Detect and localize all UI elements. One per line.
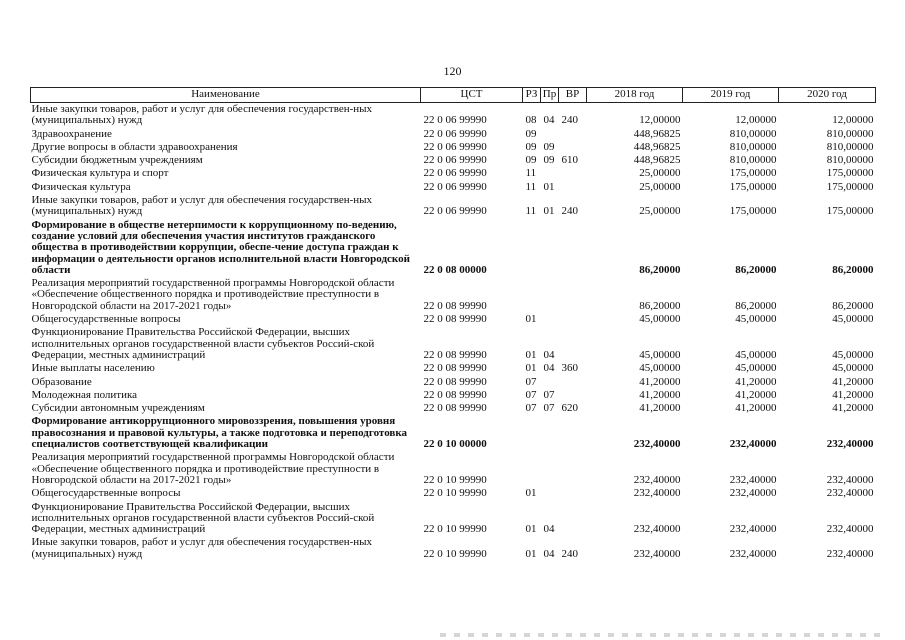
- cell-pr: [541, 451, 559, 487]
- cell-name: Образование: [31, 375, 92, 388]
- cell-pr: 01: [543, 180, 555, 193]
- cell-vr: [559, 415, 587, 451]
- cell-rz: 01: [525, 362, 537, 375]
- cell-2020: 232,40000: [826, 438, 874, 451]
- cell-2020: 810,00000: [826, 127, 874, 140]
- header-2020: 2020 год: [779, 88, 876, 103]
- cell-2020: 12,00000: [832, 114, 874, 127]
- cell-cst: 22 0 06 99990: [423, 167, 487, 180]
- cell-rz: 01: [525, 523, 537, 536]
- cell-2019: 232,40000: [729, 547, 777, 560]
- cell-name: Общегосударственные вопросы: [31, 487, 181, 500]
- table-row: [31, 501, 876, 537]
- cell-2020: 810,00000: [826, 140, 874, 153]
- cell-2018: 86,20000: [639, 263, 681, 276]
- cell-rz: 01: [525, 547, 537, 560]
- cell-rz: 07: [525, 402, 537, 415]
- cell-2019: 232,40000: [729, 438, 777, 451]
- cell-2019: 41,20000: [735, 375, 777, 388]
- cell-vr: 360: [561, 362, 578, 375]
- cell-2019: 810,00000: [729, 140, 777, 153]
- table-row: [31, 219, 876, 277]
- cell-2018: 25,00000: [639, 180, 681, 193]
- cell-2019: 45,00000: [735, 362, 777, 375]
- cell-rz: [523, 451, 541, 487]
- cell-vr: [559, 141, 587, 154]
- cell-2018: 25,00000: [639, 205, 681, 218]
- cell-rz: 09: [525, 140, 537, 153]
- cell-2019: 810,00000: [729, 154, 777, 167]
- cell-2020: 41,20000: [832, 375, 874, 388]
- cell-rz: 11: [525, 180, 537, 193]
- budget-table: [30, 87, 876, 561]
- table-row: [31, 536, 876, 561]
- table-row: [31, 389, 876, 402]
- cell-cst: 22 0 08 99990: [423, 313, 487, 326]
- header-2018: 2018 год: [587, 88, 683, 103]
- header-cst: ЦСТ: [421, 88, 523, 103]
- cell-2018: 45,00000: [639, 348, 681, 361]
- cell-name: Иные закупки товаров, работ и услуг для обеспечения государствен-ных (муниципальных) нужд: [31, 536, 373, 560]
- cell-rz: [523, 415, 541, 451]
- cell-name: Физическая культура и спорт: [31, 167, 169, 180]
- cell-pr: 09: [543, 140, 555, 153]
- cell-cst: 22 0 10 99990: [423, 523, 487, 536]
- cell-rz: 09: [525, 127, 537, 140]
- cell-rz: 11: [525, 205, 537, 218]
- cell-rz: 07: [525, 375, 537, 388]
- cell-2020: 45,00000: [832, 313, 874, 326]
- table-row: [31, 487, 876, 500]
- cell-vr: [559, 451, 587, 487]
- cell-2018: 232,40000: [633, 547, 681, 560]
- cell-cst: 22 0 06 99990: [423, 127, 487, 140]
- cell-2020: 175,00000: [826, 167, 874, 180]
- cell-cst: 22 0 10 99990: [423, 487, 487, 500]
- cell-name: Субсидии автономным учреждениям: [31, 402, 205, 415]
- table-row: [31, 167, 876, 180]
- table-row: [31, 451, 876, 487]
- cell-cst: 22 0 06 99990: [423, 140, 487, 153]
- cell-2020: 232,40000: [826, 473, 874, 486]
- cell-pr: [541, 313, 559, 326]
- cell-2019: 175,00000: [729, 180, 777, 193]
- cell-vr: [559, 501, 587, 537]
- cell-cst: 22 0 10 99990: [423, 547, 487, 560]
- cell-vr: [559, 313, 587, 326]
- table-body: [31, 103, 876, 561]
- cell-cst: 22 0 06 99990: [423, 180, 487, 193]
- table-row: [31, 376, 876, 389]
- cell-vr: [559, 181, 587, 194]
- cell-rz: 11: [525, 167, 537, 180]
- cell-2018: 41,20000: [639, 375, 681, 388]
- cell-2020: 45,00000: [832, 348, 874, 361]
- cell-2020: 45,00000: [832, 362, 874, 375]
- table-header-row: [31, 88, 876, 103]
- cell-cst: 22 0 08 99990: [423, 402, 487, 415]
- cell-name: Реализация мероприятий государственной программы Новгородской области «Обеспечение общественного порядка и противодействие преступности в Новгородской области на 2017-2021 годы»: [31, 277, 395, 312]
- cell-cst: 22 0 08 99990: [423, 375, 487, 388]
- cell-name: Здравоохранение: [31, 127, 112, 140]
- cell-rz: 01: [525, 487, 537, 500]
- cell-2019: 45,00000: [735, 348, 777, 361]
- cell-pr: 04: [543, 114, 555, 127]
- cell-2018: 86,20000: [639, 299, 681, 312]
- cell-2020: 86,20000: [832, 263, 874, 276]
- page-number: 120: [443, 64, 462, 78]
- cell-2020: 232,40000: [826, 523, 874, 536]
- cell-2020: 232,40000: [826, 487, 874, 500]
- cell-rz: 08: [525, 114, 537, 127]
- cell-2019: 86,20000: [735, 263, 777, 276]
- cell-2020: 86,20000: [832, 299, 874, 312]
- cell-pr: [541, 415, 559, 451]
- cell-2018: 448,96825: [633, 140, 681, 153]
- cell-2019: 45,00000: [735, 313, 777, 326]
- cell-rz: 07: [525, 388, 537, 401]
- table-row: [31, 141, 876, 154]
- cell-2020: 175,00000: [826, 205, 874, 218]
- cell-pr: 07: [543, 388, 555, 401]
- cell-vr: 610: [561, 154, 578, 167]
- cell-name: Субсидии бюджетным учреждениям: [31, 154, 203, 167]
- cell-2018: 448,96825: [633, 154, 681, 167]
- table-row: [31, 313, 876, 326]
- header-pr: Пр: [541, 88, 559, 103]
- cell-vr: [559, 167, 587, 180]
- cell-pr: 09: [543, 154, 555, 167]
- cell-2018: 12,00000: [639, 114, 681, 127]
- cell-cst: 22 0 08 00000: [423, 263, 487, 276]
- cell-2019: 810,00000: [729, 127, 777, 140]
- cell-pr: 07: [543, 402, 555, 415]
- cell-pr: [541, 487, 559, 500]
- cell-vr: [559, 389, 587, 402]
- cell-pr: [541, 219, 559, 277]
- cell-pr: 04: [543, 348, 555, 361]
- cell-2018: 45,00000: [639, 362, 681, 375]
- cell-rz: 01: [525, 313, 537, 326]
- header-vr: ВР: [559, 88, 587, 103]
- cell-pr: [541, 376, 559, 389]
- cell-vr: [559, 326, 587, 362]
- cell-cst: 22 0 10 00000: [423, 438, 487, 451]
- cell-vr: 240: [561, 547, 578, 560]
- cell-2018: 41,20000: [639, 402, 681, 415]
- cell-2019: 232,40000: [729, 473, 777, 486]
- cell-vr: [559, 277, 587, 313]
- cell-cst: 22 0 08 99990: [423, 362, 487, 375]
- cell-pr: [541, 128, 559, 141]
- cell-cst: 22 0 08 99990: [423, 348, 487, 361]
- cell-2018: 41,20000: [639, 388, 681, 401]
- table-row: [31, 415, 876, 451]
- cell-pr: 04: [543, 362, 555, 375]
- cell-vr: [559, 487, 587, 500]
- cell-name: Функционирование Правительства Российской Федерации, высших исполнительных органов государственной власти субъектов Россий-ской Федерации, местных администраций: [31, 500, 375, 536]
- cell-vr: 620: [561, 402, 578, 415]
- header-rz: РЗ: [523, 88, 541, 103]
- cell-cst: 22 0 06 99990: [423, 205, 487, 218]
- cell-2020: 232,40000: [826, 547, 874, 560]
- cell-rz: 09: [525, 154, 537, 167]
- cell-name: Иные закупки товаров, работ и услуг для обеспечения государствен-ных (муниципальных) нужд: [31, 194, 373, 218]
- cell-2018: 25,00000: [639, 167, 681, 180]
- cell-pr: 04: [543, 547, 555, 560]
- cell-name: Физическая культура: [31, 180, 131, 193]
- table-row: [31, 194, 876, 219]
- cell-vr: [559, 128, 587, 141]
- cell-cst: 22 0 06 99990: [423, 114, 487, 127]
- cell-cst: 22 0 10 99990: [423, 473, 487, 486]
- cell-name: Иные выплаты населению: [31, 362, 155, 375]
- cell-name: Иные закупки товаров, работ и услуг для обеспечения государствен-ных (муниципальных) нужд: [31, 103, 373, 127]
- header-2019: 2019 год: [683, 88, 779, 103]
- table-row: [31, 362, 876, 375]
- cell-2019: 12,00000: [735, 114, 777, 127]
- cell-2019: 86,20000: [735, 299, 777, 312]
- cell-pr: [541, 167, 559, 180]
- cell-2018: 232,40000: [633, 487, 681, 500]
- cell-name: Другие вопросы в области здравоохранения: [31, 140, 238, 153]
- cell-2018: 232,40000: [633, 523, 681, 536]
- cell-cst: 22 0 08 99990: [423, 388, 487, 401]
- table-row: [31, 277, 876, 313]
- cell-2020: 175,00000: [826, 180, 874, 193]
- table-row: [31, 103, 876, 128]
- cell-cst: 22 0 08 99990: [423, 299, 487, 312]
- cell-cst: 22 0 06 99990: [423, 154, 487, 167]
- cell-2019: 175,00000: [729, 205, 777, 218]
- cell-rz: 01: [525, 348, 537, 361]
- cell-2018: 448,96825: [633, 127, 681, 140]
- cell-name: Функционирование Правительства Российской Федерации, высших исполнительных органов государственной власти субъектов Россий-ской Федерации, местных администраций: [31, 326, 375, 361]
- scan-artifact: [440, 633, 880, 637]
- cell-rz: [523, 277, 541, 313]
- cell-2020: 810,00000: [826, 154, 874, 167]
- table-row: [31, 181, 876, 194]
- table-row: [31, 154, 876, 167]
- cell-2018: 232,40000: [633, 473, 681, 486]
- cell-vr: [559, 219, 587, 277]
- cell-pr: 04: [543, 523, 555, 536]
- cell-2020: 41,20000: [832, 388, 874, 401]
- cell-2018: 232,40000: [633, 438, 681, 451]
- cell-name: Формирование антикоррупционного мировоззрения, повышения уровня правосознания и правовой культуры, а также подготовка и переподготовка специалистов соответствующей квалификации: [31, 415, 408, 451]
- cell-pr: [541, 277, 559, 313]
- cell-name: Молодежная политика: [31, 388, 138, 401]
- cell-2019: 232,40000: [729, 523, 777, 536]
- cell-pr: 01: [543, 205, 555, 218]
- cell-2019: 232,40000: [729, 487, 777, 500]
- cell-2019: 175,00000: [729, 167, 777, 180]
- cell-2018: 45,00000: [639, 313, 681, 326]
- cell-name: Реализация мероприятий государственной программы Новгородской области «Обеспечение общественного порядка и противодействие преступности в Новгородской области на 2017-2021 годы»: [31, 451, 395, 486]
- header-name: Наименование: [31, 88, 421, 103]
- cell-vr: 240: [561, 114, 578, 127]
- cell-2019: 41,20000: [735, 388, 777, 401]
- table-row: [31, 402, 876, 415]
- table-row: [31, 326, 876, 362]
- cell-name: Общегосударственные вопросы: [31, 313, 181, 326]
- cell-vr: [559, 376, 587, 389]
- cell-name: Формирование в обществе нетерпимости к коррупционному по-ведению, создание условий для обеспечения участия институтов гражданского общества в противодействии коррупции, обеспе-чение доступа граждан к информации о деятельности органов исполнительной власти Новгородской области: [31, 218, 410, 276]
- cell-vr: 240: [561, 205, 578, 218]
- cell-rz: [523, 219, 541, 277]
- table-row: [31, 128, 876, 141]
- cell-2019: 41,20000: [735, 402, 777, 415]
- cell-2020: 41,20000: [832, 402, 874, 415]
